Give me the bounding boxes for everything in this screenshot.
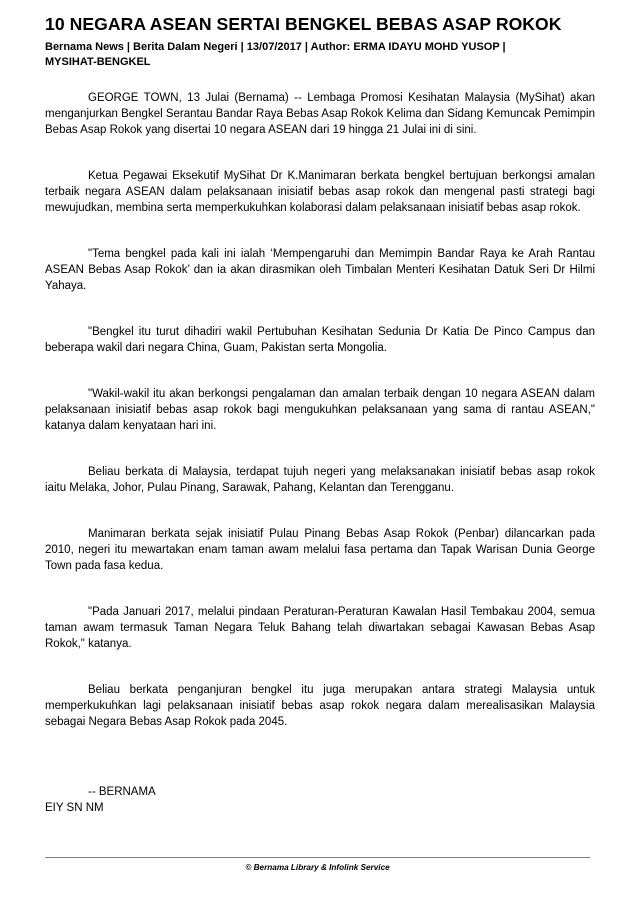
paragraph: "Bengkel itu turut dihadiri wakil Pertubuhan Kesihatan Sedunia Dr Katia De Pinco Campus dan beberapa wakil dari negara China, Guam, Pakistan serta Mongolia. — [45, 326, 595, 354]
footer-divider — [45, 857, 590, 858]
article-signoff — [45, 784, 345, 816]
signoff-agency: -- BERNAMA — [88, 786, 156, 798]
paragraph: Ketua Pegawai Eksekutif MySihat Dr K.Manimaran berkata bengkel bertujuan berkongsi amalan terbaik negara ASEAN dalam pelaksanaan inisiatif bebas asap rokok dan mengenal pasti strategi bagi mewujudkan, membina serta memperkukuhkan kolaborasi dalam pelaksanaan inisiatif bebas asap rokok. — [45, 170, 595, 214]
footer-copyright: © Bernama Library & Infolink Service — [245, 863, 390, 872]
article-title: 10 NEGARA ASEAN SERTAI BENGKEL BEBAS ASAP ROKOK — [45, 14, 562, 34]
meta-line-source: Bernama News | Berita Dalam Negeri | 13/07/2017 | Author: ERMA IDAYU MOHD YUSOP | — [45, 41, 506, 53]
meta-line-tag: MYSIHAT-BENGKEL — [45, 55, 151, 68]
paragraph: "Pada Januari 2017, melalui pindaan Peraturan-Peraturan Kawalan Hasil Tembakau 2004, semua taman awam termasuk Taman Negara Teluk Bahang telah diwartakan sebagai Kawasan Bebas Asap Rokok," katanya. — [45, 606, 595, 650]
article-meta — [45, 40, 605, 69]
paragraph: Manimaran berkata sejak inisiatif Pulau Pinang Bebas Asap Rokok (Penbar) dilancarkan pada 2010, negeri itu mewartakan enam taman awam melalui fasa pertama dan Tapak Warisan Dunia George Town pada fasa kedua. — [45, 528, 595, 572]
paragraph: Beliau berkata di Malaysia, terdapat tujuh negeri yang melaksanakan inisiatif bebas asap rokok iaitu Melaka, Johor, Pulau Pinang, Sarawak, Pahang, Kelantan dan Terengganu. — [45, 466, 595, 494]
paragraph: "Tema bengkel pada kali ini ialah ‘Mempengaruhi dan Memimpin Bandar Raya ke Arah Rantau ASEAN Bebas Asap Rokok’ dan ia akan dirasmikan oleh Timbalan Menteri Kesihatan Datuk Seri Dr Hilmi Yahaya. — [45, 248, 595, 292]
paragraph: "Wakil-wakil itu akan berkongsi pengalaman dan amalan terbaik dengan 10 negara ASEAN dalam pelaksanaan inisiatif bebas asap rokok bagi mengukuhkan pelaksanaan yang sama di rantau ASEAN," katanya dalam kenyataan hari ini. — [45, 388, 595, 432]
paragraph: Beliau berkata penganjuran bengkel itu juga merupakan antara strategi Malaysia untuk memperkukuhkan lagi pelaksanaan inisiatif bebas asap rokok negara dalam merealisasikan Malaysia sebagai Negara Bebas Asap Rokok pada 2045. — [45, 684, 595, 728]
signoff-initials: EIY SN NM — [45, 802, 104, 814]
paragraph: GEORGE TOWN, 13 Julai (Bernama) -- Lembaga Promosi Kesihatan Malaysia (MySihat) akan menganjurkan Bengkel Serantau Bandar Raya Bebas Asap Rokok Kelima dan Sidang Kemuncak Pemimpin Bebas Asap Rokok yang disertai 10 negara ASEAN dari 19 hingga 21 Julai ini di sini. — [45, 92, 595, 136]
article-body — [45, 90, 595, 730]
